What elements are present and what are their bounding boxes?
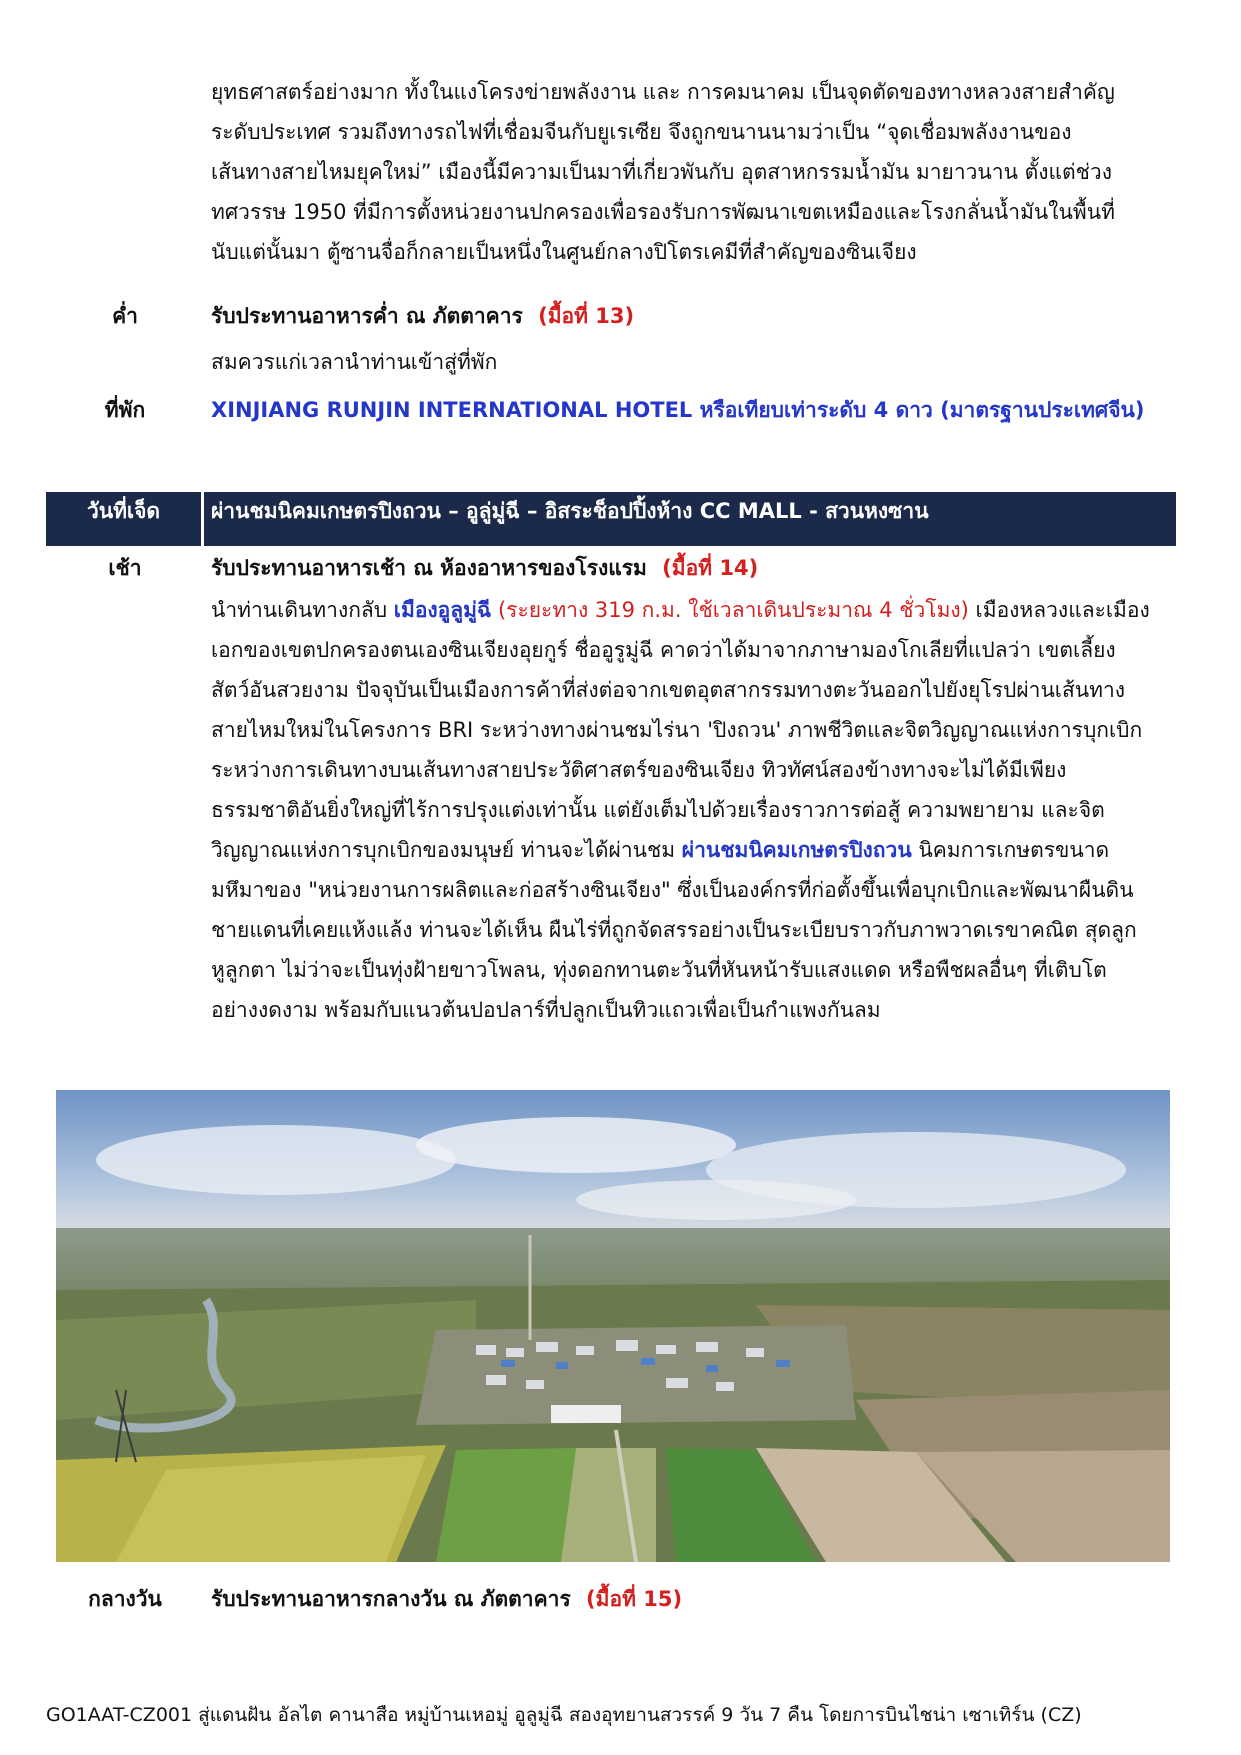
breakfast-text: รับประทานอาหารเช้า ณ ห้องอาหารของโรงแรม	[211, 556, 647, 580]
intro-line: ทศวรรษ 1950 ที่มีการตั้งหน่วยงานปกครองเพื่อรองรับการพัฒนาเขตเหมืองและโรงกลั่นน้ำมันในพื้นที่	[211, 200, 1115, 224]
page-footer: GO1AAT-CZ001 สู่แดนฝัน อัลไต คานาสือ หมู่บ้านเหอมู่ อูลูมู่ฉี สองอุทยานสวรรค์ 9 วัน 7 คืน โดยการบินไชน่า เซาเทิร์น (CZ)	[46, 1704, 1082, 1726]
hotel-name: XINJIANG RUNJIN INTERNATIONAL HOTEL หรือเทียบเท่าระดับ 4 ดาว (มาตรฐานประเทศจีน)	[211, 398, 1145, 422]
dinner-text: รับประทานอาหารค่ำ ณ ภัตตาคาร	[211, 304, 523, 328]
body-line: ธรรมชาติอันยิ่งใหญ่ที่ไร้การปรุงแต่งเท่านั้น แต่ยังเต็มไปด้วยเรื่องราวการต่อสู้ ความพยายาม และจิต	[211, 798, 1105, 822]
lunch-meal-number: (มื้อที่ 15)	[586, 1587, 683, 1611]
body-text: วิญญาณแห่งการบุกเบิกของมนุษย์ ท่านจะได้ผ่านชม	[211, 838, 682, 862]
distance-note: (ระยะทาง 319 ก.ม. ใช้เวลาเดินประมาณ 4 ชั่วโมง)	[491, 598, 976, 622]
dinner-label: ค่ำ	[112, 304, 138, 328]
body-line: เอกของเขตปกครองตนเองซินเจียงอุยกูร์ ชื่ออูรูมู่ฉี คาดว่าได้มาจากภาษามองโกเลียที่แปลว่า เขตเลี้ยง	[211, 638, 1116, 662]
body-line: สายไหมใหม่ในโครงการ BRI ระหว่างทางผ่านชมไร่นา 'ปิงถวน' ภาพชีวิตและจิตวิญญาณแห่งการบุกเบิก	[211, 718, 1143, 742]
intro-line: นับแต่นั้นมา ตู้ซานจื่อก็กลายเป็นหนึ่งในศูนย์กลางปิโตรเคมีที่สำคัญของซินเจียง	[211, 240, 917, 264]
body-line: มหึมาของ "หน่วยงานการผลิตและก่อสร้างซินเจียง" ซึ่งเป็นองค์กรที่ก่อตั้งขึ้นเพื่อบุกเบิกและพัฒนาผืนดิน	[211, 878, 1134, 902]
intro-line: เส้นทางสายไหมยุคใหม่” เมืองนี้มีความเป็นมาที่เกี่ยวพันกับ อุตสาหกรรมน้ำมัน มายาวนาน ตั้งแต่ช่วง	[211, 160, 1112, 184]
dinner-meal-number: (มื้อที่ 13)	[538, 304, 635, 328]
lunch-label: กลางวัน	[88, 1587, 162, 1611]
intro-line: ยุทธศาสตร์อย่างมาก ทั้งในแงโครงข่ายพลังงาน และ การคมนาคม เป็นจุดตัดของทางหลวงสายสำคัญ	[211, 80, 1115, 104]
body-line	[211, 830, 1171, 870]
attraction-highlight: ผ่านชมนิคมเกษตรปิงถวน	[681, 838, 912, 862]
day-title: ผ่านชมนิคมเกษตรปิงถวน – อูลู่มู่ฉี – อิสระช็อปปิ้งห้าง CC MALL - สวนหงซาน	[211, 499, 929, 523]
body-line: ระหว่างการเดินทางบนเส้นทางสายประวัติศาสตร์ของซินเจียง ทิวทัศน์สองข้างทางจะไม่ได้มีเพียง	[211, 758, 1067, 782]
breakfast-meal-number: (มื้อที่ 14)	[662, 556, 759, 580]
banner-divider	[201, 492, 204, 546]
dinner-note: สมควรแก่เวลานำท่านเข้าสู่ที่พัก	[211, 350, 498, 374]
aerial-farm-photo	[56, 1090, 1170, 1562]
body-line: อย่างงดงาม พร้อมกับแนวต้นปอปลาร์ที่ปลูกเป็นทิวแถวเพื่อเป็นกำแพงกันลม	[211, 998, 881, 1022]
body-text: เมืองหลวงและเมือง	[975, 598, 1150, 622]
day-description	[211, 590, 1171, 1030]
lunch-row	[211, 1583, 682, 1616]
breakfast-label: เช้า	[108, 556, 142, 580]
body-text: นิคมการเกษตรขนาด	[911, 838, 1110, 862]
body-line: ชายแดนที่เคยแห้งแล้ง ท่านจะได้เห็น ผืนไร่ที่ถูกจัดสรรอย่างเป็นระเบียบราวกับภาพวาดเรขาคณิต สุดลูก	[211, 918, 1137, 942]
body-line	[211, 590, 1171, 630]
day-number: วันที่เจ็ด	[86, 499, 161, 523]
body-line: สัตว์อันสวยงาม ปัจจุบันเป็นเมืองการค้าที่ส่งต่อจากเขตอุตสากรรมทางตะวันออกไปยังยุโรปผ่านเส้นทาง	[211, 678, 1126, 702]
intro-line: ระดับประเทศ รวมถึงทางรถไฟที่เชื่อมจีนกับยูเรเซีย จึงถูกขนานนามว่าเป็น “จุดเชื่อมพลังงานของ	[211, 120, 1072, 144]
dinner-row	[211, 300, 634, 333]
intro-paragraph	[211, 72, 1171, 272]
body-text: นำท่านเดินทางกลับ	[211, 598, 394, 622]
lunch-text: รับประทานอาหารกลางวัน ณ ภัตตาคาร	[211, 1587, 571, 1611]
breakfast-row	[211, 552, 758, 585]
city-highlight: เมืองอูลูมู่ฉี	[393, 598, 492, 622]
hotel-label: ที่พัก	[104, 398, 146, 422]
day-banner	[46, 492, 1176, 546]
body-line: หูลูกตา ไม่ว่าจะเป็นทุ่งฝ้ายขาวโพลน, ทุ่งดอกทานตะวันที่หันหน้ารับแสงแดด หรือพืชผลอื่นๆ ที่เติบโต	[211, 958, 1107, 982]
